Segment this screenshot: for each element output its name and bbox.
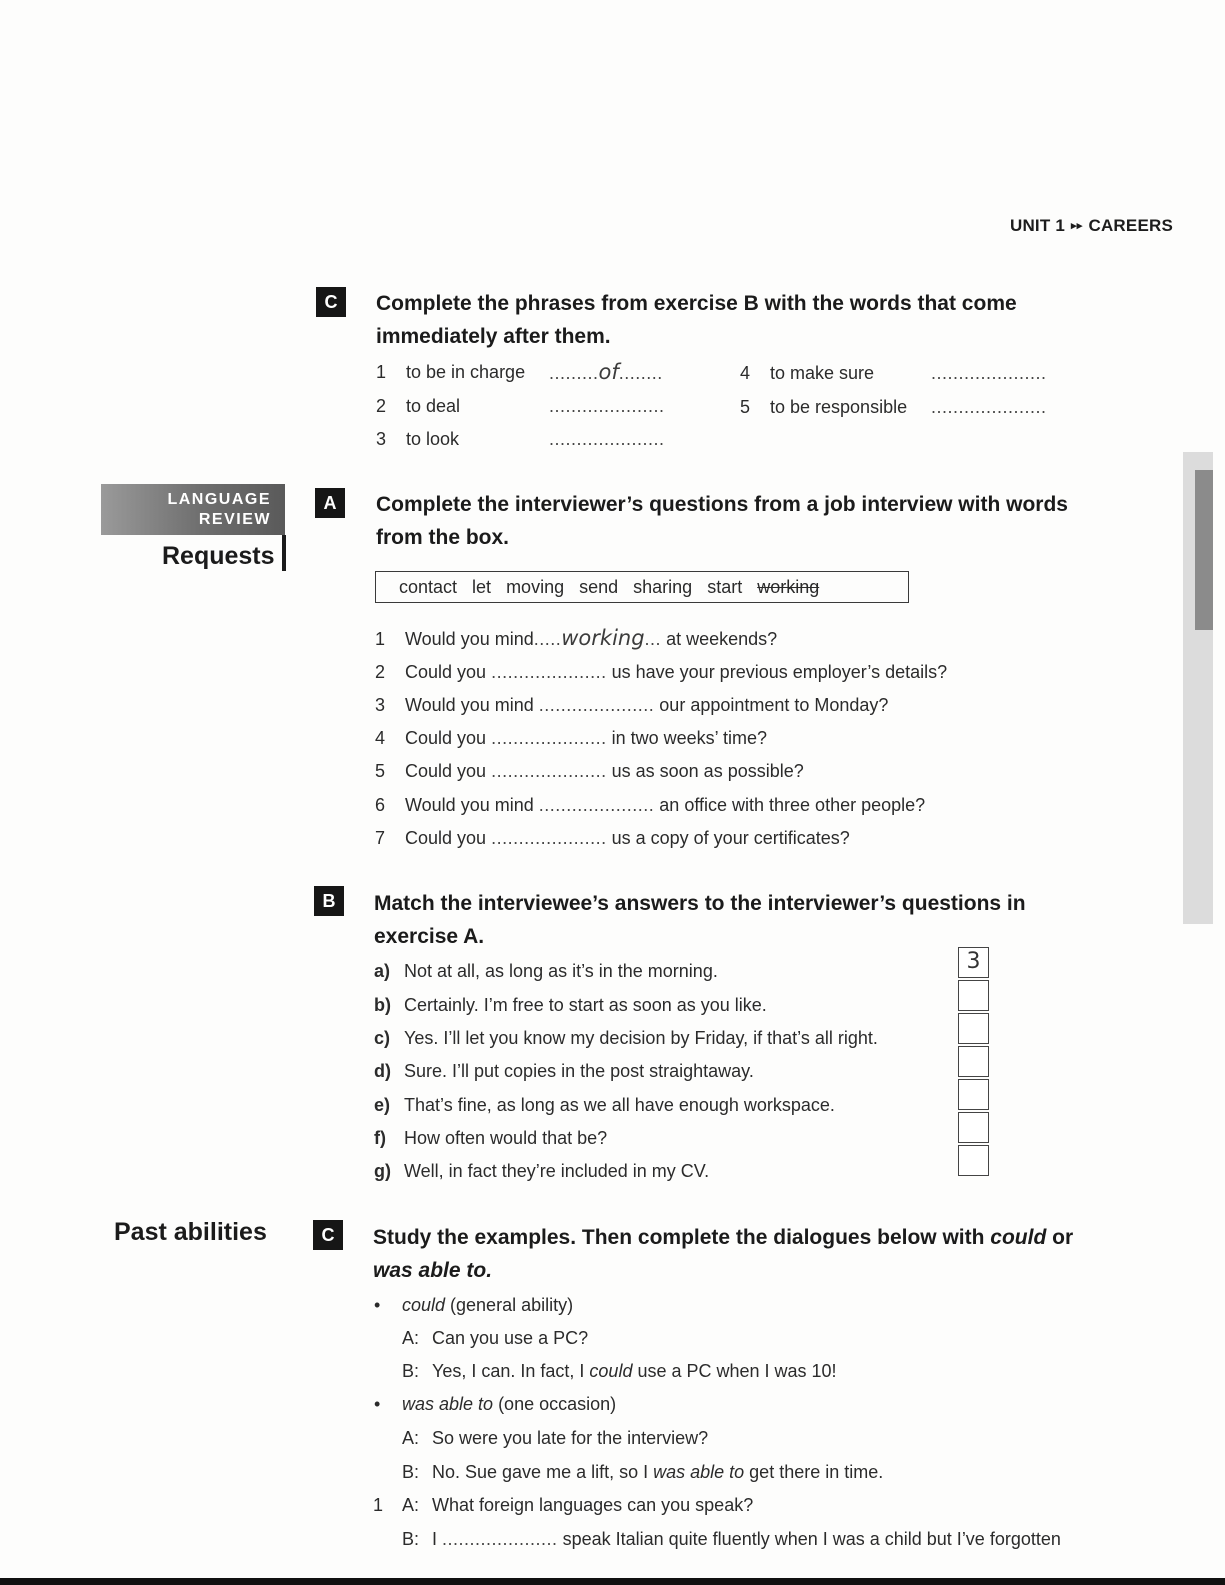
answer-d: d) Sure. I’ll put copies in the post straightaway.	[374, 1061, 754, 1081]
handwritten-answer[interactable]: working	[561, 626, 645, 650]
phrase-item-3: 3 to look	[376, 429, 460, 449]
running-header	[1010, 216, 1173, 236]
exercise-a-instruction: Complete the interviewer’s questions from a job interview with words from the box.	[376, 493, 1068, 549]
answer-blank[interactable]: .....................	[538, 695, 655, 715]
phrase-item-1: 1 to be in charge	[376, 362, 526, 382]
language-review-label: LANGUAGE REVIEW	[101, 484, 285, 535]
dialogue-1-b: B: I ..................... speak Italian quite fluently when I was a child but I’ve forgotten	[402, 1529, 1061, 1549]
phrase-answer-3[interactable]: .....................	[549, 429, 665, 449]
box-word: let	[472, 577, 492, 597]
exercise-c2-badge: C	[313, 1220, 343, 1250]
phrase-item-2: 2 to deal	[376, 396, 461, 416]
match-box-a[interactable]: 3	[958, 947, 989, 978]
answer-a: a) Not at all, as long as it’s in the morning.	[374, 961, 718, 981]
phrase-item-4: 4 to make sure	[740, 363, 875, 383]
answer-g: g) Well, in fact they’re included in my CV.	[374, 1161, 710, 1181]
answer-f: f) How often would that be?	[374, 1128, 608, 1148]
exercise-c-instruction: Complete the phrases from exercise B with the words that come immediately after them.	[376, 292, 1017, 348]
box-word: moving	[506, 577, 565, 597]
answer-blank[interactable]: .....................	[491, 728, 607, 748]
edge-tab-marker	[1195, 470, 1213, 630]
phrase-answer-2[interactable]: .....................	[549, 396, 665, 416]
dialogue-1-num: 1	[373, 1495, 384, 1515]
match-box-b[interactable]	[958, 980, 989, 1011]
word-box	[375, 571, 909, 603]
exercise-b-badge: B	[314, 886, 344, 916]
requests-title: Requests	[162, 542, 275, 570]
question-6: 6 Would you mind ..................... an office with three other people?	[375, 795, 926, 815]
exercise-a-badge: A	[315, 488, 345, 518]
box-word: sharing	[633, 577, 693, 597]
answer-b: b) Certainly. I’m free to start as soon as you like.	[374, 995, 767, 1015]
phrase-answer-1[interactable]: .........of........	[549, 360, 663, 384]
dialogue-1-a: A: What foreign languages can you speak?	[402, 1495, 754, 1515]
exercise-c-badge: C	[316, 287, 346, 317]
answer-blank[interactable]: .....................	[491, 662, 607, 682]
example-was-able-a: A: So were you late for the interview?	[402, 1428, 709, 1448]
question-2: 2 Could you ..................... us have your previous employer’s details?	[375, 662, 948, 682]
box-word: send	[579, 577, 619, 597]
match-box-e[interactable]	[958, 1079, 989, 1110]
section-label: CAREERS	[1088, 216, 1173, 235]
question-1: 1 Would you mind.....working... at weekends?	[375, 626, 778, 650]
example-could: • could (general ability)	[374, 1295, 574, 1315]
match-box-c[interactable]	[958, 1013, 989, 1044]
arrows-icon: ▸▸	[1071, 220, 1083, 232]
box-word: start	[707, 577, 743, 597]
question-7: 7 Could you ..................... us a copy of your certificates?	[375, 828, 850, 848]
answer-blank[interactable]: .....................	[538, 795, 655, 815]
match-box-g[interactable]	[958, 1145, 989, 1176]
handwritten-answer: of	[598, 360, 619, 384]
example-could-b: B: Yes, I can. In fact, I could use a PC when I was 10!	[402, 1361, 837, 1381]
example-was-able-b: B: No. Sue gave me a lift, so I was able to get there in time.	[402, 1462, 884, 1482]
past-abilities-title: Past abilities	[114, 1218, 267, 1246]
answer-blank[interactable]: .....................	[491, 761, 607, 781]
answer-blank[interactable]: .....................	[442, 1529, 558, 1549]
question-3: 3 Would you mind ..................... our appointment to Monday?	[375, 695, 889, 715]
phrase-item-5: 5 to be responsible	[740, 397, 908, 417]
unit-label: UNIT 1	[1009, 216, 1066, 235]
box-word: contact	[399, 577, 458, 597]
exercise-c2-instruction: Study the examples. Then complete the dialogues below with could or was able to.	[373, 1226, 1074, 1282]
match-box-d[interactable]	[958, 1046, 989, 1077]
answer-blank[interactable]: .....................	[491, 828, 607, 848]
example-could-a: A: Can you use a PC?	[402, 1328, 589, 1348]
example-was-able-to: • was able to (one occasion)	[374, 1394, 617, 1414]
question-4: 4 Could you ..................... in two weeks’ time?	[375, 728, 768, 748]
match-box-f[interactable]	[958, 1112, 989, 1143]
exercise-b-instruction: Match the interviewee’s answers to the interviewer’s questions in exercise A.	[374, 892, 1026, 948]
box-word-used: working	[757, 577, 820, 597]
requests-rule	[282, 535, 286, 571]
phrase-answer-4[interactable]: .....................	[931, 363, 1047, 383]
question-5: 5 Could you ..................... us as soon as possible?	[375, 761, 804, 781]
bottom-edge	[0, 1578, 1225, 1585]
phrase-answer-5[interactable]: .....................	[931, 397, 1047, 417]
answer-e: e) That’s fine, as long as we all have enough workspace.	[374, 1095, 835, 1115]
answer-c: c) Yes. I’ll let you know my decision by Friday, if that’s all right.	[374, 1028, 878, 1048]
